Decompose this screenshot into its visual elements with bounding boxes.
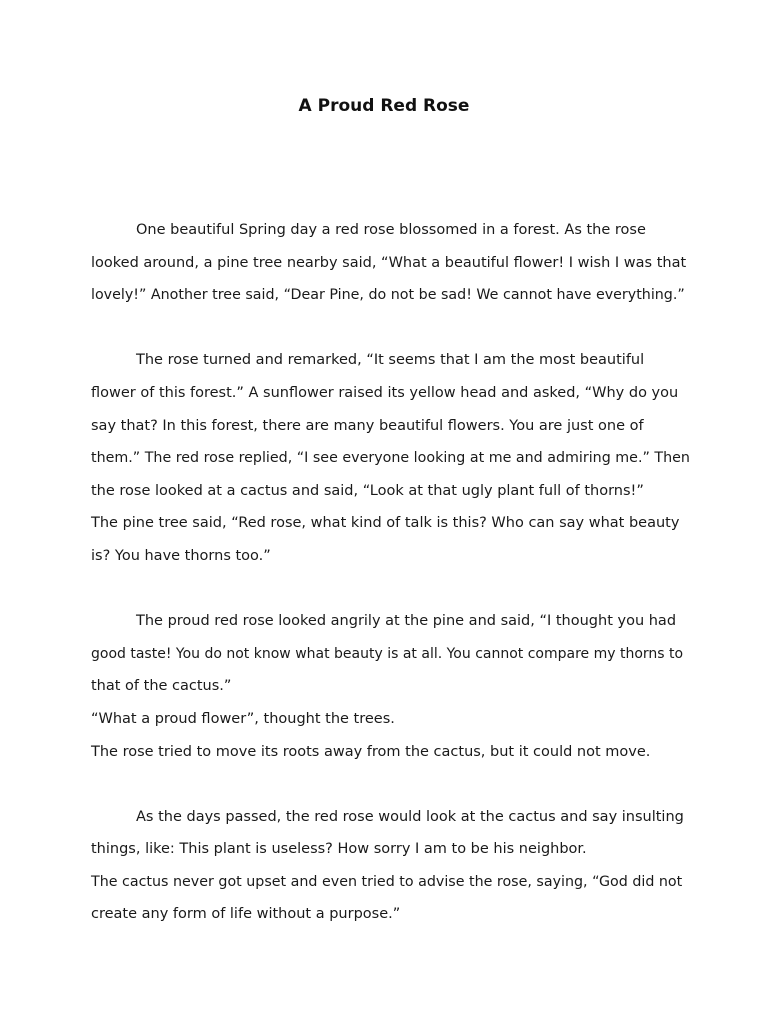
paragraph-2-line-6: The pine tree said, “Red rose, what kind of talk is this? Who can say what beauty (91, 515, 680, 532)
document-title: A Proud Red Rose (298, 96, 470, 116)
paragraph-3-line-2: good taste! You do not know what beauty is at all. You cannot compare my thorns to (91, 645, 684, 662)
story-body (91, 214, 691, 931)
paragraph-4-line-1: As the days passed, the red rose would look at the cactus and say insulting (136, 808, 684, 825)
paragraph-spacer (91, 573, 691, 606)
paragraph-4-line-4: create any form of life without a purpose.” (91, 906, 401, 923)
paragraph-2-line-2: flower of this forest.” A sunflower raised its yellow head and asked, “Why do you (91, 384, 679, 401)
paragraph-spacer (91, 768, 691, 801)
paragraph-2-line-4: them.” The red rose replied, “I see everyone looking at me and admiring me.” Then (91, 450, 690, 467)
paragraph-spacer (91, 312, 691, 345)
paragraph-3-line-4: “What a proud flower”, thought the trees. (91, 710, 395, 727)
paragraph-2-line-1: The rose turned and remarked, “It seems that I am the most beautiful (136, 352, 645, 369)
paragraph-2-line-7: is? You have thorns too.” (91, 547, 271, 564)
paragraph-1-line-3: lovely!” Another tree said, “Dear Pine, do not be sad! We cannot have everything.” (91, 287, 685, 304)
paragraph-3-line-5: The rose tried to move its roots away from the cactus, but it could not move. (91, 743, 651, 760)
paragraph-1-line-1: One beautiful Spring day a red rose blossomed in a forest. As the rose (136, 222, 646, 238)
paragraph-4-line-3: The cactus never got upset and even tried to advise the rose, saying, “God did not (91, 873, 683, 890)
paragraph-2-line-5: the rose looked at a cactus and said, “Look at that ugly plant full of thorns!” (91, 482, 644, 499)
paragraph-3-line-1: The proud red rose looked angrily at the pine and said, “I thought you had (136, 613, 677, 630)
paragraph-4-line-2: things, like: This plant is useless? How sorry I am to be his neighbor. (91, 841, 587, 858)
paragraph-3-line-3: that of the cactus.” (91, 678, 232, 695)
paragraph-2-line-3: say that? In this forest, there are many beautiful flowers. You are just one of (91, 417, 644, 434)
paragraph-1-line-2: looked around, a pine tree nearby said, “What a beautiful flower! I wish I was that (91, 254, 687, 271)
